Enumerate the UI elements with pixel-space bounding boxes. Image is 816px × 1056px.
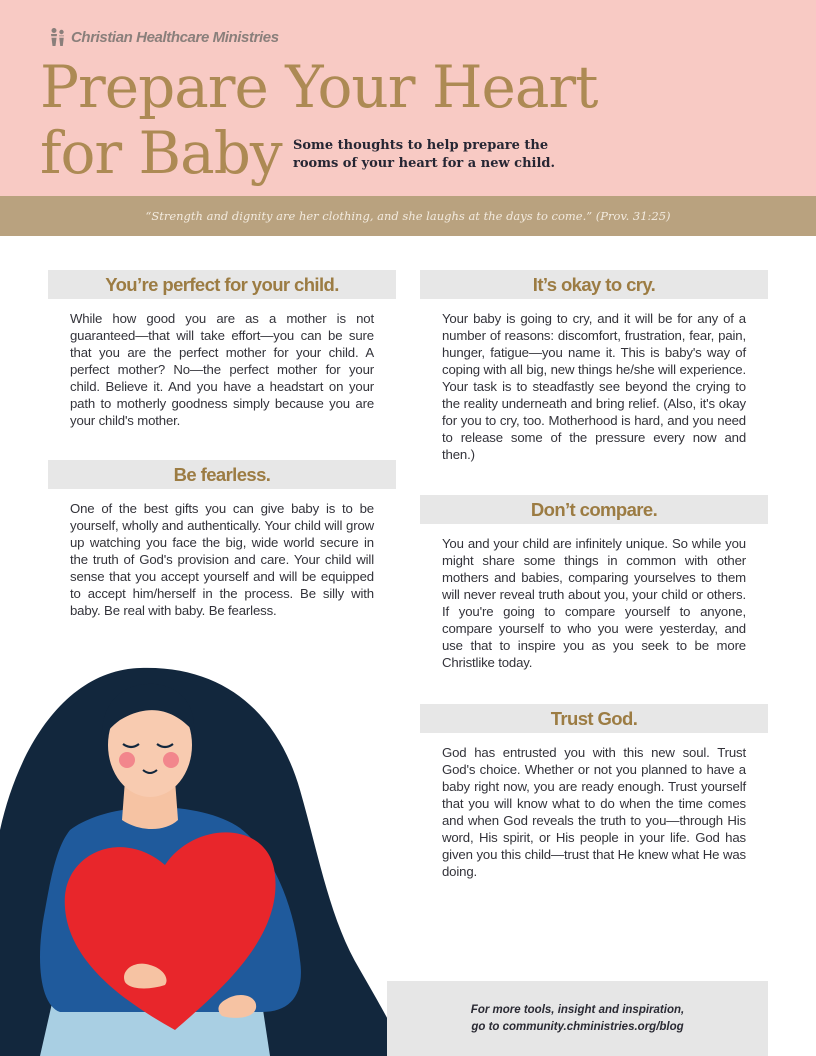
section-body: God has entrusted you with this new soul. Trust God's choice. Whether or not you planned to have a baby right now, you are ready enough. Trust yourself that you will know what to do when the time comes and when God reveals the truth to you—through His word, His spirit, or His people in your life. God has given you this child—trust that He knew what He was doing. [442,745,746,879]
family-logo-icon [48,27,68,47]
quote-band [0,196,816,236]
header-banner [0,0,816,196]
section-okay-to-cry [420,270,768,463]
logo [48,26,279,48]
section-body: One of the best gifts you can give baby is to be yourself, wholly and authentically. Your child will grow up watching you face the big, wide world secure in the truth of God's provision and care. Your child will sense that you accept yourself and will be equipped to accept him/herself in the process. Be silly with baby. Be real with baby. Be fearless. [70,501,374,618]
section-heading: It’s okay to cry. [420,270,768,299]
footer-line1: For more tools, insight and inspiration, [470,1003,685,1016]
footer-callout [387,981,768,1056]
section-body: While how good you are as a mother is not guaranteed—that will take effort—you can be sure that you are the perfect mother for your child. A perfect mother? No—the perfect mother for your child. Believe it. And you have a headstart on your path to motherly goodness simply because you are your child's mother. [70,311,374,428]
subtitle [293,137,573,173]
footer-link[interactable]: go to community.chministries.org/blog [471,1020,684,1033]
page-title-line1: Prepare Your Heart [40,53,598,121]
subtitle-line1: Some thoughts to help prepare the [293,138,549,153]
section-dont-compare [420,495,768,671]
section-trust-god [420,704,768,880]
section-body: Your baby is going to cry, and it will be for any of a number of reasons: discomfort, frustration, fear, pain, hunger, fatigue—you name it. This is baby's way of coping with all big, new things he/she will experience. Your task is to steadfastly see beyond the crying to the reality underneath and bring relief. (Also, it's okay for you to cry, too. Motherhood is hard, and you need to release some of the pressure every now and then.) [442,311,746,462]
section-perfect-for-child [48,270,396,429]
section-heading: Don’t compare. [420,495,768,524]
section-be-fearless [48,460,396,619]
section-heading: Be fearless. [48,460,396,489]
page-title-line2: for Baby [40,119,282,187]
mother-hugging-heart-illustration [0,660,420,1056]
section-body: You and your child are infinitely unique. So while you might share some things in common with other mothers and babies, comparing yourselves to them will never reveal truth about you, your child or others. If you're going to compare yourself to anyone, compare yourself to who you were yesterday, and use that to inspire you as you seek to be more Christlike today. [442,536,746,670]
logo-text: Christian Healthcare Ministries [71,28,279,46]
section-heading: Trust God. [420,704,768,733]
scripture-quote: “Strength and dignity are her clothing, and she laughs at the days to come.” (Prov. 31:25) [145,209,671,223]
section-heading: You’re perfect for your child. [48,270,396,299]
subtitle-line2: rooms of your heart for a new child. [293,156,556,171]
